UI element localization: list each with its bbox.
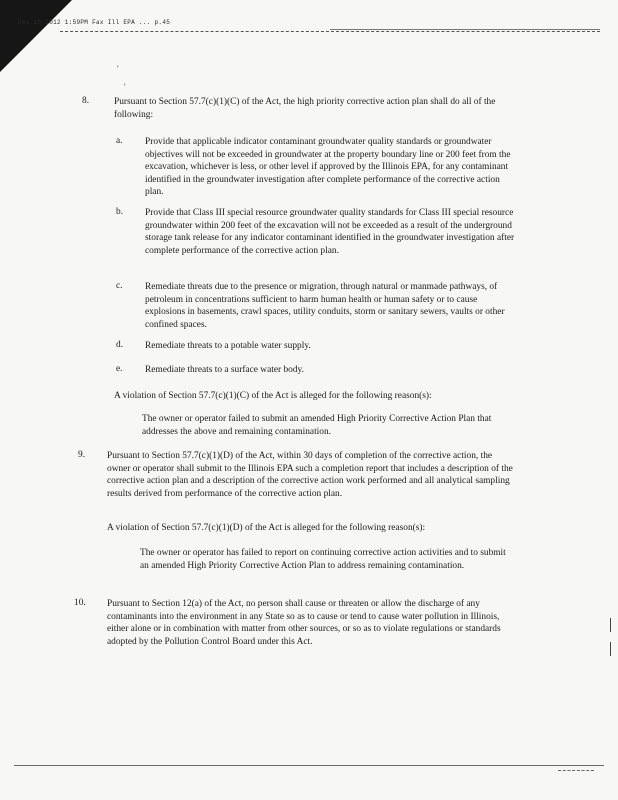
item-c-letter: c.: [116, 281, 123, 291]
top-rule-secondary: [330, 29, 600, 30]
fax-header-line: Dec 18 2012 1:59PM Fax Ill EPA ... p.45: [18, 19, 171, 26]
item-d-text: Remediate threats to a potable water supply.: [145, 341, 311, 351]
scan-edge-mark: [610, 642, 611, 656]
item-c-text: Remediate threats due to the presence or migration, through natural or manmade pathways, of petroleum in concentrations sufficient to harm human health or human safety or to cause explosions in basements, crawl spaces, utility conduits, storm or sanitary sewers, vaults or other confined spaces.: [145, 282, 505, 330]
scan-edge-mark: [610, 618, 611, 632]
item-b-letter: b.: [116, 207, 124, 217]
bottom-rule: [14, 765, 604, 766]
paragraph-9-number: 9.: [78, 450, 86, 460]
paragraph-8-number: 8.: [82, 96, 90, 106]
scan-corner-shadow: [0, 0, 72, 72]
bottom-scan-mark: [558, 770, 594, 771]
violation-statement-8: A violation of Section 57.7(c)(1)(C) of the Act is alleged for the following reason(s):: [114, 391, 432, 401]
paragraph-10-text: Pursuant to Section 12(a) of the Act, no person shall cause or threaten or allow the discharge of any contaminants into the environment in any State so as to cause or tend to cause water pollution in Illinois, either alone or in combination with matter from other sources, or so as to violate regulations or standards adopted by the Pollution Control Board under this Act.: [107, 599, 501, 647]
item-a-text: Provide that applicable indicator contaminant groundwater quality standards or groundwater objectives will not be exceeded in groundwater at the property boundary line or 200 feet from the excavation, whichever is less, or other level if approved by the Illinois EPA, for any contaminant identified in the groundwater investigation after complete performance of the corrective action plan.: [145, 137, 511, 198]
stray-mark: ': [117, 64, 119, 74]
item-e-text: Remediate threats to a surface water body.: [145, 365, 304, 375]
stray-mark: ': [124, 82, 126, 92]
paragraph-9-text: Pursuant to Section 57.7(c)(1)(D) of the Act, within 30 days of completion of the corrective action, the owner or operator shall submit to the Illinois EPA such a completion report that includes a description of the corrective action plan and a description of the corrective action work performed and all analytical sampling results derived from performance of the corrective action plan.: [107, 451, 513, 499]
violation-statement-9: A violation of Section 57.7(c)(1)(D) of the Act is alleged for the following reason(s):: [107, 523, 426, 533]
item-a-letter: a.: [116, 136, 123, 146]
item-e-letter: e.: [116, 364, 123, 374]
paragraph-10-number: 10.: [74, 598, 86, 608]
top-rule: [60, 31, 600, 32]
item-b-text: Provide that Class III special resource groundwater quality standards for Class III special resource groundwater within 200 feet of the excavation will not be exceeded as a result of the underground storage tank release for any indicator contaminant identified in the groundwater investigation after complete performance of the corrective action plan.: [145, 208, 515, 256]
item-d-letter: d.: [116, 340, 124, 350]
paragraph-8-text: Pursuant to Section 57.7(c)(1)(C) of the Act, the high priority corrective action plan shall do all of the following:: [114, 97, 496, 120]
violation-reason-8: The owner or operator failed to submit an amended High Priority Corrective Action Plan that addresses the above and remaining contamination.: [142, 414, 492, 437]
violation-reason-9: The owner or operator has failed to report on continuing corrective action activities and to submit an amended High Priority Corrective Action Plan to address remaining contamination.: [140, 548, 506, 571]
